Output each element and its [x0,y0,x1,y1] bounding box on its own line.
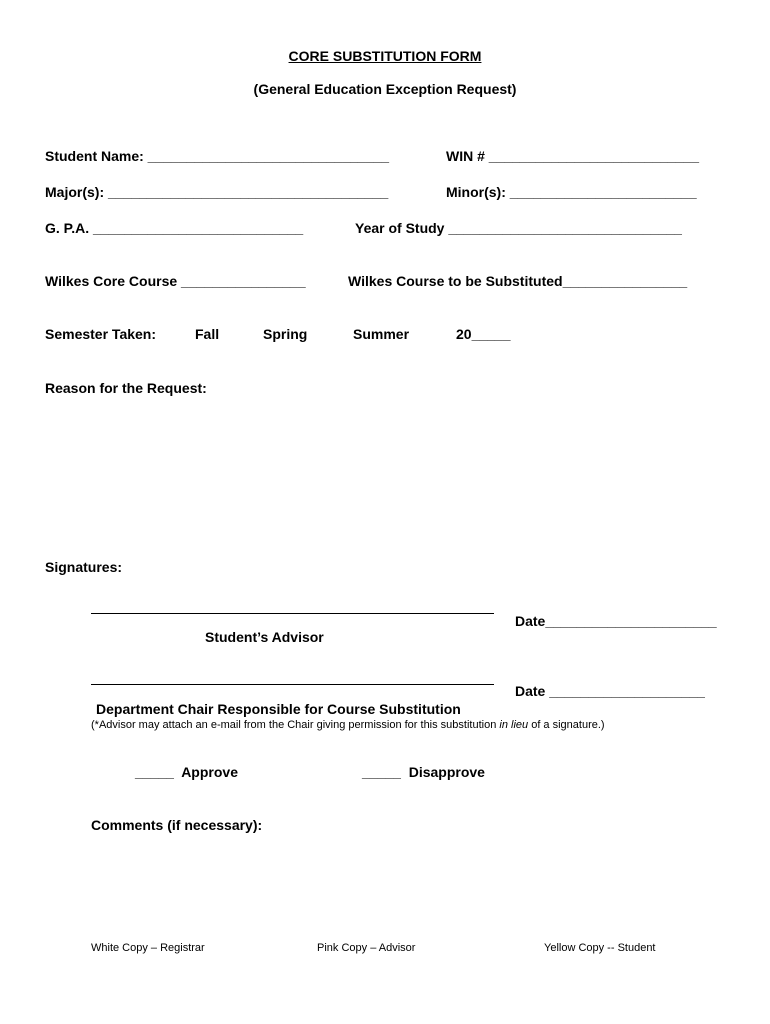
gpa-field[interactable]: G. P.A. ___________________________ [45,220,304,236]
advisor-caption: Student’s Advisor [205,629,324,645]
comments-label: Comments (if necessary): [91,817,263,833]
comments-text-area[interactable] [91,840,725,930]
reason-text-area[interactable] [45,402,725,547]
year-of-study-field[interactable]: Year of Study ______________________________ [355,220,682,236]
approve-option[interactable]: _____ Approve [135,764,238,780]
form-title: CORE SUBSTITUTION FORM [288,48,482,64]
substituted-course-field[interactable]: Wilkes Course to be Substituted________________ [348,273,688,289]
semester-option-fall[interactable]: Fall [195,326,220,342]
note-text-italic: in lieu [499,719,529,731]
core-course-field[interactable]: Wilkes Core Course ________________ [45,273,306,289]
win-field[interactable]: WIN # ___________________________ [446,148,700,164]
advisor-date-field[interactable]: Date______________________ [515,613,717,629]
footer-pink-copy: Pink Copy – Advisor [317,942,416,954]
semester-option-spring[interactable]: Spring [263,326,308,342]
chair-date-field[interactable]: Date ____________________ [515,683,705,699]
footer-yellow-copy: Yellow Copy -- Student [544,942,656,954]
footer-white-copy: White Copy – Registrar [91,942,205,954]
disapprove-option[interactable]: _____ Disapprove [362,764,485,780]
minors-field[interactable]: Minor(s): ________________________ [446,184,697,200]
note-text-before: (*Advisor may attach an e-mail from the Chair giving permission for this substitution [91,719,500,731]
signatures-label: Signatures: [45,559,123,575]
advisor-signature-line[interactable] [91,613,494,614]
chair-caption: Department Chair Responsible for Course Substitution [96,701,461,717]
semester-year-field[interactable]: 20_____ [456,326,511,342]
chair-signature-line[interactable] [91,684,494,685]
advisor-email-note [91,720,605,731]
semester-option-summer[interactable]: Summer [353,326,410,342]
semester-label: Semester Taken: [45,326,157,342]
student-name-field[interactable]: Student Name: _______________________________ [45,148,390,164]
majors-field[interactable]: Major(s): ____________________________________ [45,184,389,200]
reason-label: Reason for the Request: [45,380,207,396]
form-subtitle: (General Education Exception Request) [253,81,517,97]
note-text-after: of a signature.) [528,719,605,731]
